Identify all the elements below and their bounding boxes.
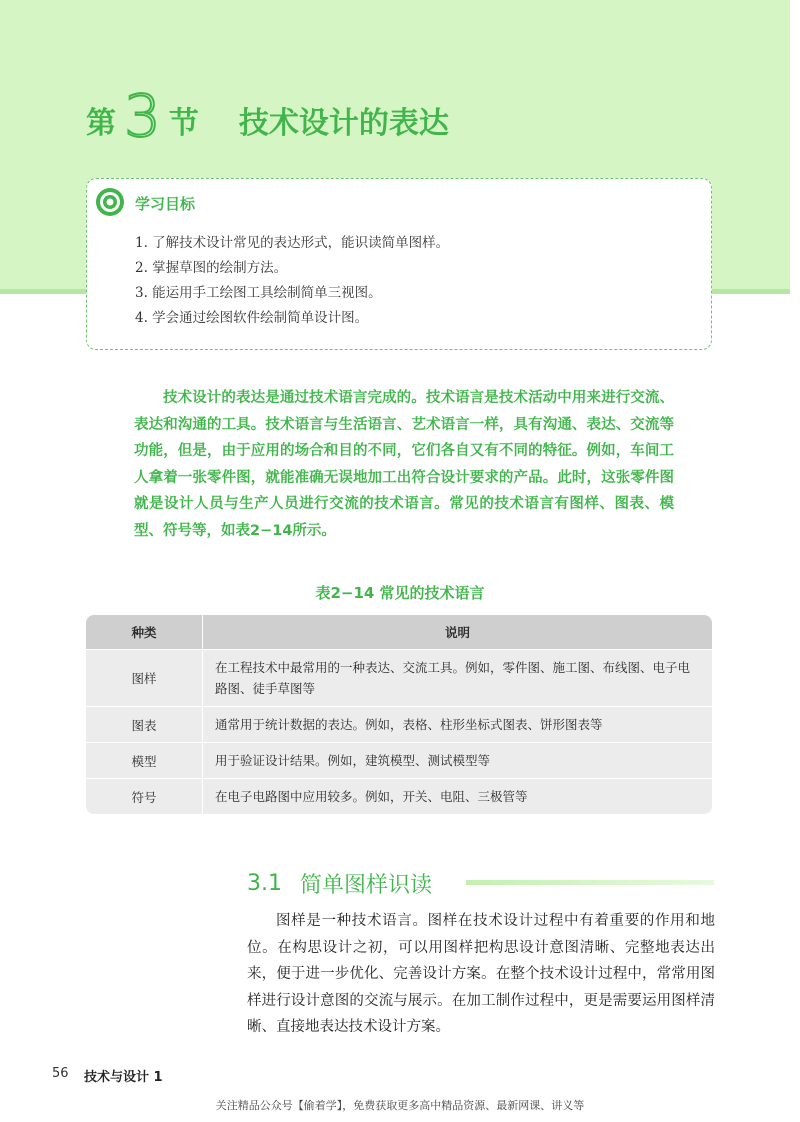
table-row xyxy=(86,707,712,743)
intro-paragraph: 技术设计的表达是通过技术语言完成的。技术语言是技术活动中用来进行交流、表达和沟通的工具。技术语言与生活语言、艺术语言一样，具有沟通、表达、交流等功能，但是，由于应用的场合和目的不同，它们各自又有不同的特征。例如，车间工人拿着一张零件图，就能准确无误地加工出符合设计要求的产品。此时，这张零件图就是设计人员与生产人员进行交流的技术语言。常见的技术语言有图样、图表、模型、符号等，如表2−14所示。 xyxy=(134,390,674,539)
table-row xyxy=(86,743,712,779)
subsection-rule xyxy=(466,880,714,885)
page-number: 56 xyxy=(52,1066,69,1081)
goal-item: 3. 能运用手工绘图工具绘制简单三视图。 xyxy=(135,285,382,301)
table-header-row xyxy=(86,615,712,650)
table-cell-type: 模型 xyxy=(86,743,203,778)
table-cell-desc: 通常用于统计数据的表达。例如，表格、柱形坐标式图表、饼形图表等 xyxy=(215,717,603,732)
table-cell-type: 符号 xyxy=(86,779,203,814)
book-title: 技术与设计 1 xyxy=(84,1070,163,1085)
table-caption: 表2−14 常见的技术语言 xyxy=(315,584,485,602)
table-cell-type: 图样 xyxy=(86,650,203,706)
table-cell-type: 图表 xyxy=(86,707,203,742)
section-heading xyxy=(86,82,449,150)
tech-language-table xyxy=(86,615,712,814)
table-row xyxy=(86,650,712,707)
section-number: 3 xyxy=(124,82,161,150)
subsection-body: 图样是一种技术语言。图样在技术设计过程中有着重要的作用和地位。在构思设计之初，可以用图样把构思设计意图清晰、完整地表达出来，便于进一步优化、完善设计方案。在整个技术设计过程中，常常用图样进行设计意图的交流与展示。在加工制作过程中，更是需要运用图样清晰、直接地表达技术设计方案。 xyxy=(247,913,715,1035)
table-header-type: 种类 xyxy=(86,615,203,649)
subsection-number: 3.1 xyxy=(247,871,282,896)
section-title: 技术设计的表达 xyxy=(238,106,449,141)
goal-item: 1. 了解技术设计常见的表达形式，能识读简单图样。 xyxy=(135,235,450,251)
subsection-title: 简单图样识读 xyxy=(300,873,433,898)
section-label-prefix: 第 xyxy=(86,106,116,141)
learning-goals-box xyxy=(86,178,712,350)
table-header-desc: 说明 xyxy=(444,624,470,640)
goal-item: 4. 学会通过绘图软件绘制简单设计图。 xyxy=(135,310,369,326)
table-cell-desc: 用于验证设计结果。例如，建筑模型、测试模型等 xyxy=(215,753,491,768)
table-cell-desc: 在电子电路图中应用较多。例如，开关、电阻、三极管等 xyxy=(215,789,528,804)
learning-goals-title: 学习目标 xyxy=(135,195,196,213)
table-row xyxy=(86,779,712,814)
footer-note: 关注精品公众号【偷着学】，免费获取更多高中精品资源、最新网课、讲义等 xyxy=(215,1099,585,1112)
table-cell-desc: 在工程技术中最常用的一种表达、交流工具。例如，零件图、施工图、布线图、电子电路图、徒手草图等 xyxy=(215,660,691,696)
section-label-suffix: 节 xyxy=(168,106,199,141)
subsection-heading xyxy=(247,868,432,899)
learning-goals-list xyxy=(135,231,449,331)
target-icon xyxy=(95,187,125,217)
goal-item: 2. 掌握草图的绘制方法。 xyxy=(135,260,288,276)
